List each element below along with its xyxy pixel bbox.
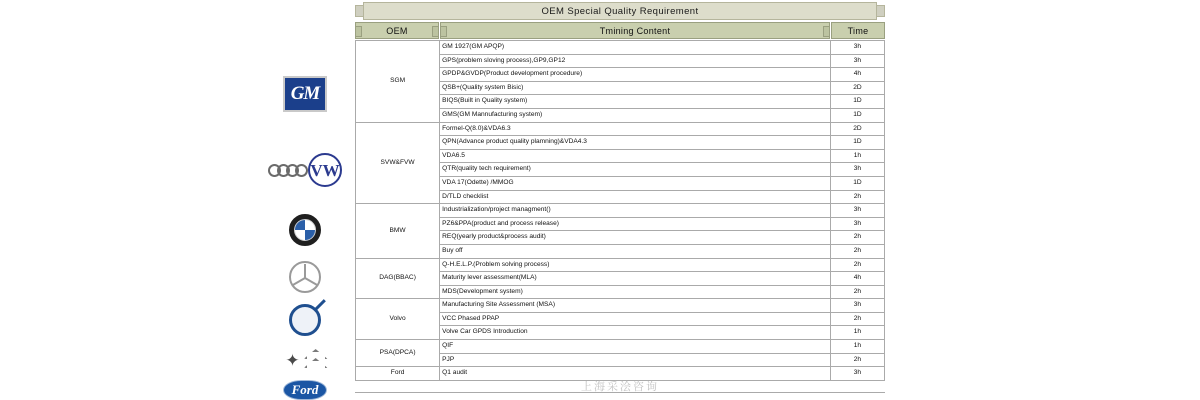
volkswagen-logo-mark: VW xyxy=(308,153,342,187)
time-cell: 3h xyxy=(830,204,884,218)
psa-logo xyxy=(255,343,355,377)
training-content-cell: BIQS(Built in Quality system) xyxy=(440,95,831,109)
training-content-cell: QPN(Advance product quality plamning)&VDA4.3 xyxy=(440,136,831,150)
time-cell: 2h xyxy=(830,190,884,204)
ford-logo-mark: Ford xyxy=(283,380,327,400)
table-row xyxy=(356,299,885,313)
training-content-cell: D/TLD checklist xyxy=(440,190,831,204)
time-cell: 4h xyxy=(830,272,884,286)
time-cell: 1D xyxy=(830,108,884,122)
banner-right-cap xyxy=(876,5,885,17)
time-cell: 1D xyxy=(830,176,884,190)
time-cell: 3h xyxy=(830,54,884,68)
requirements-table xyxy=(355,40,885,381)
gm-logo xyxy=(255,71,355,117)
oem-cell: Ford xyxy=(356,367,440,381)
header-nub-left xyxy=(440,26,447,37)
table-row xyxy=(356,41,885,55)
oem-cell: BMW xyxy=(356,204,440,258)
psa-logo-mark xyxy=(285,349,324,371)
mercedes-logo xyxy=(255,257,355,297)
time-cell: 3h xyxy=(830,163,884,177)
gm-logo-mark: GM xyxy=(283,76,327,112)
training-content-cell: REQ(yearly product&process audit) xyxy=(440,231,831,245)
training-content-cell: Q-H.E.L.P.(Problem solving process) xyxy=(440,258,831,272)
column-header-time xyxy=(831,22,885,39)
training-content-cell: PZ6&PPA(product and process release) xyxy=(440,217,831,231)
training-content-cell: PJP xyxy=(440,353,831,367)
training-content-cell: QIF xyxy=(440,340,831,354)
training-content-cell: Formel-Q(8.0)&VDA6.3 xyxy=(440,122,831,136)
watermark-text: 上海采浍咨询 xyxy=(581,381,659,393)
column-header-oem-label: OEM xyxy=(386,25,408,36)
banner-title: OEM Special Quality Requirement xyxy=(363,2,877,20)
citroen-chevrons-icon xyxy=(303,349,325,371)
training-content-cell: QTR(quality tech requirement) xyxy=(440,163,831,177)
header-nub-right xyxy=(432,26,439,37)
volkswagen-audi-logo-group xyxy=(255,147,355,193)
oem-cell: SVW&FVW xyxy=(356,122,440,204)
training-content-cell: MDS(Development system) xyxy=(440,285,831,299)
training-content-cell: GPS(problem sloving process),GP9,GP12 xyxy=(440,54,831,68)
audi-logo xyxy=(268,164,304,177)
oem-logo-column xyxy=(255,55,355,395)
ford-logo xyxy=(255,375,355,400)
time-cell: 1h xyxy=(830,340,884,354)
peugeot-lion-icon: ✦ xyxy=(285,350,300,370)
training-content-cell: GM 1927(GM APQP) xyxy=(440,41,831,55)
requirements-table-region xyxy=(355,0,885,400)
oem-cell: Volvo xyxy=(356,299,440,340)
training-content-cell: VDA 17(Odette) /MMOG xyxy=(440,176,831,190)
oem-cell: PSA(DPCA) xyxy=(356,340,440,367)
bmw-logo-mark xyxy=(289,214,321,246)
column-header-training-content xyxy=(440,22,830,39)
header-nub-left xyxy=(355,26,362,37)
training-content-cell: Volve Car GPDS Introduction xyxy=(440,326,831,340)
time-cell: 2D xyxy=(830,122,884,136)
time-cell: 3h xyxy=(830,41,884,55)
time-cell: 1h xyxy=(830,326,884,340)
training-content-cell: Q1 audit xyxy=(440,367,831,381)
time-cell: 2h xyxy=(830,312,884,326)
table-header-row xyxy=(355,22,885,39)
training-content-cell: Maturity lever assessment(MLA) xyxy=(440,272,831,286)
table-row xyxy=(356,122,885,136)
training-content-cell: Manufacturing Site Assessment (MSA) xyxy=(440,299,831,313)
time-cell: 2D xyxy=(830,81,884,95)
time-cell: 1D xyxy=(830,136,884,150)
training-content-cell: Industrialization/project managment() xyxy=(440,204,831,218)
header-nub-right xyxy=(823,26,830,37)
table-body xyxy=(356,41,885,381)
table-bottom-rule xyxy=(355,392,885,393)
time-cell: 2h xyxy=(830,231,884,245)
training-content-cell: QSB+(Quality system Bisic) xyxy=(440,81,831,95)
time-cell: 1D xyxy=(830,95,884,109)
time-cell: 2h xyxy=(830,244,884,258)
time-cell: 4h xyxy=(830,68,884,82)
column-header-oem xyxy=(355,22,439,39)
table-row xyxy=(356,258,885,272)
title-banner xyxy=(355,2,885,20)
bmw-logo xyxy=(255,210,355,250)
oem-cell: DAG(BBAC) xyxy=(356,258,440,299)
time-cell: 3h xyxy=(830,299,884,313)
time-cell: 3h xyxy=(830,367,884,381)
column-header-time-label: Time xyxy=(847,25,869,36)
volvo-logo-mark xyxy=(289,304,321,336)
training-content-cell: GMS(GM Mannufacturing system) xyxy=(440,108,831,122)
training-content-cell: VCC Phased PPAP xyxy=(440,312,831,326)
mercedes-logo-mark xyxy=(289,261,321,293)
time-cell: 2h xyxy=(830,353,884,367)
training-content-cell: VDA6.5 xyxy=(440,149,831,163)
volvo-logo xyxy=(255,300,355,340)
column-header-training-content-label: Tmining Content xyxy=(599,25,671,36)
time-cell: 2h xyxy=(830,258,884,272)
table-row xyxy=(356,204,885,218)
time-cell: 2h xyxy=(830,285,884,299)
training-content-cell: Buy off xyxy=(440,244,831,258)
oem-cell: SGM xyxy=(356,41,440,123)
time-cell: 1h xyxy=(830,149,884,163)
training-content-cell: GPDP&GVDP(Product development procedure) xyxy=(440,68,831,82)
table-row xyxy=(356,340,885,354)
time-cell: 3h xyxy=(830,217,884,231)
